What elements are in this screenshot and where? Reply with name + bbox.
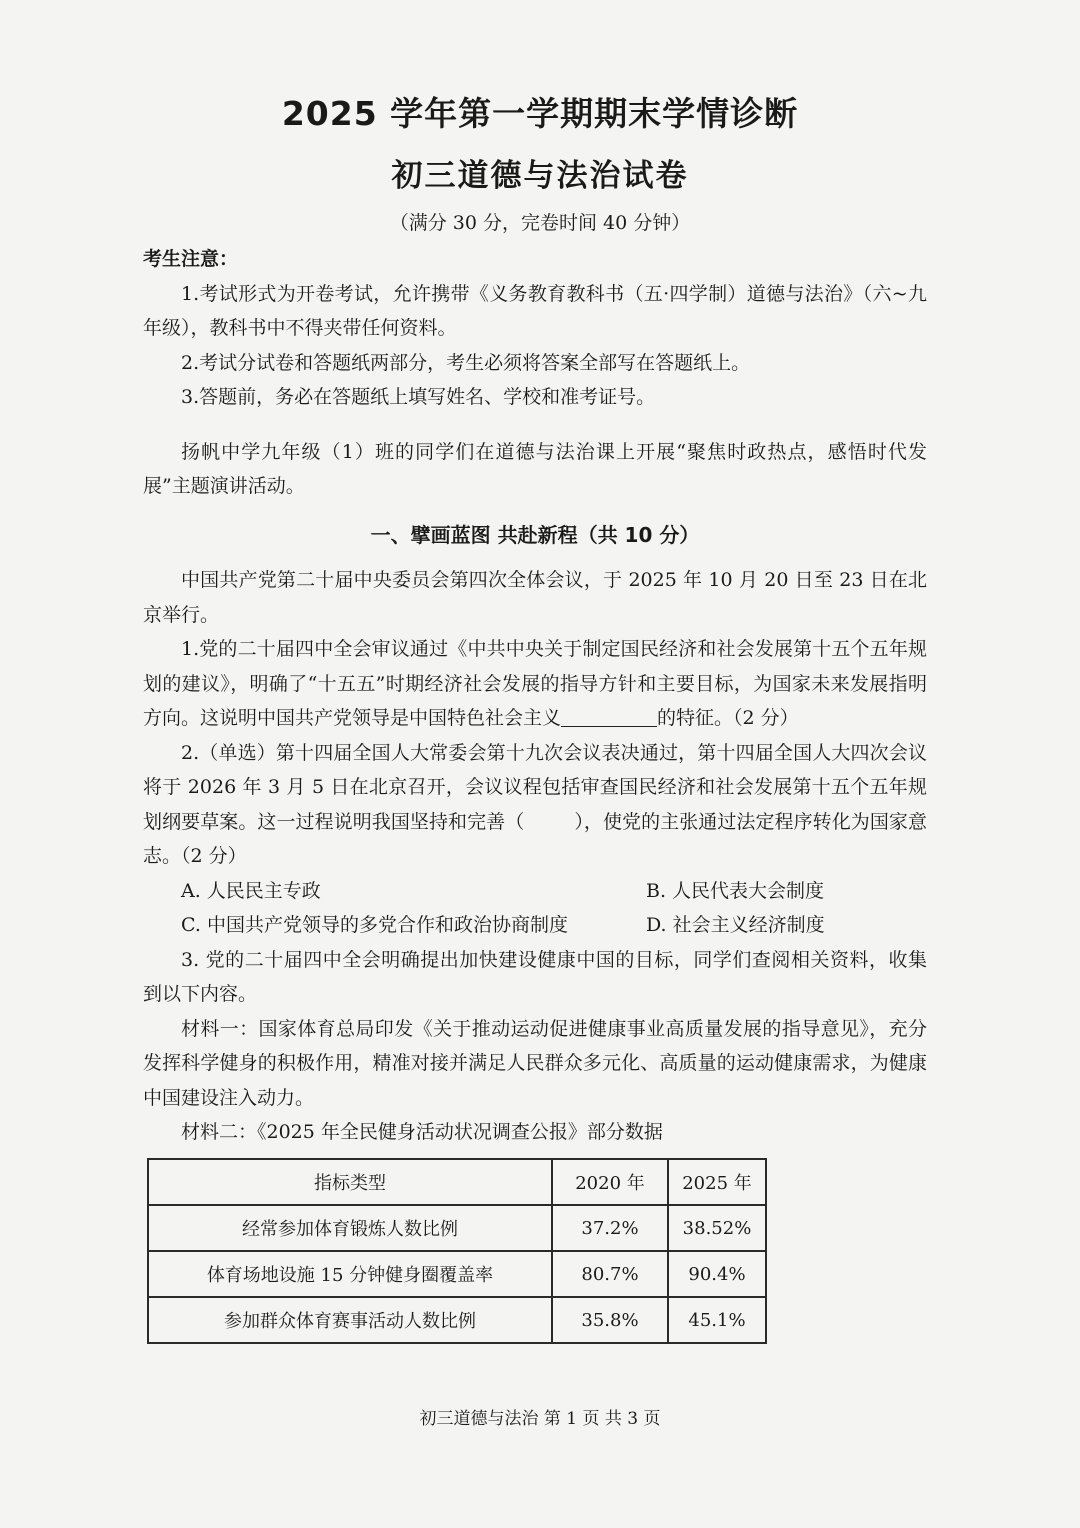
notice-heading: 考生注意： [143, 248, 239, 270]
notice-item-3: 3.答题前，务必在答题纸上填写姓名、学校和准考证号。 [181, 386, 656, 408]
table-cell: 90.4% [668, 1251, 766, 1297]
table-header: 2025 年 [668, 1159, 766, 1205]
notice-item-2: 2.考试分试卷和答题纸两部分，考生必须将答案全部写在答题纸上。 [181, 351, 751, 374]
material-1: 材料一：国家体育总局印发《关于推动运动促进健康事业高质量发展的指导意见》，充分发挥科学健身的积极作用，精准对接并满足人民群众多元化、高质量的运动健康需求，为健康中国建设注入动力。 [143, 1017, 927, 1109]
question-2-tail: ），使党的主张通过法定程序转化为国家意志。（2 分） [143, 810, 927, 867]
question-1 [143, 632, 927, 736]
option-b: B. 人民代表大会制度 [646, 879, 825, 902]
table-row [148, 1251, 766, 1297]
question-1-text: 1.党的二十届四中全会审议通过《中共中央关于制定国民经济和社会发展第十五个五年规划的建议》，明确了“十五五”时期经济社会发展的指导方针和主要目标，为国家未来发展指明方向。这说明中国共产党领导是中国特色社会主义 [143, 638, 927, 729]
page-footer: 初三道德与法治 第 1 页 共 3 页 [419, 1409, 661, 1429]
exam-subject-title: 初三道德与法治试卷 [391, 158, 689, 194]
question-2-text: 2.（单选）第十四届全国人大常委会第十九次会议表决通过，第十四届全国人大四次会议将于 2026 年 3 月 5 日在北京召开，会议议程包括审查国民经济和社会发展第十五个五年规划纲要草案。这一过程说明我国坚持和完善（ [143, 741, 927, 833]
table-cell: 38.52% [668, 1205, 766, 1251]
table-cell: 45.1% [668, 1297, 766, 1343]
option-c: C. 中国共产党领导的多党合作和政治协商制度 [181, 914, 568, 936]
question-2 [143, 736, 927, 874]
table-cell: 参加群众体育赛事活动人数比例 [148, 1297, 552, 1343]
table-row [148, 1205, 766, 1251]
exam-info: （满分 30 分，完卷时间 40 分钟） [389, 212, 691, 234]
spacer [143, 415, 927, 435]
table-header: 2020 年 [552, 1159, 668, 1205]
question-1-tail: 的特征。（2 分） [657, 707, 799, 729]
options-row [181, 874, 927, 909]
question-3: 3. 党的二十届四中全会明确提出加快建设健康中国的目标，同学们查阅相关资料，收集到以下内容。 [143, 948, 927, 1005]
material-2-caption: 材料二：《2025 年全民健身活动状况调查公报》部分数据 [181, 1121, 663, 1143]
exam-title: 2025 学年第一学期期末学情诊断 [281, 94, 799, 133]
question-2-options [181, 874, 927, 943]
option-a: A. 人民民主专政 [181, 879, 321, 902]
answer-blank [561, 706, 657, 727]
table-header: 指标类型 [148, 1159, 552, 1205]
option-d: D. 社会主义经济制度 [646, 914, 825, 936]
fitness-data-table [147, 1158, 767, 1344]
table-cell: 体育场地设施 15 分钟健身圈覆盖率 [148, 1251, 552, 1297]
table-cell: 37.2% [552, 1205, 668, 1251]
table-cell: 80.7% [552, 1251, 668, 1297]
table-row [148, 1297, 766, 1343]
section-title: 一、擘画蓝图 共赴新程（共 10 分） [370, 522, 700, 547]
table-cell: 35.8% [552, 1297, 668, 1343]
table-header-row [148, 1159, 766, 1205]
exam-content [143, 242, 927, 1150]
notice-item-1: 1.考试形式为开卷考试，允许携带《义务教育教科书（五·四学制）道德与法治》（六~九年级），教科书中不得夹带任何资料。 [143, 282, 927, 339]
options-row [181, 908, 927, 943]
table-cell: 经常参加体育锻炼人数比例 [148, 1205, 552, 1251]
intro-paragraph: 扬帆中学九年级（1）班的同学们在道德与法治课上开展“聚焦时政热点，感悟时代发展”主题演讲活动。 [143, 440, 927, 497]
section-lead: 中国共产党第二十届中央委员会第四次全体会议，于 2025 年 10 月 20 日至 23 日在北京举行。 [143, 569, 927, 626]
